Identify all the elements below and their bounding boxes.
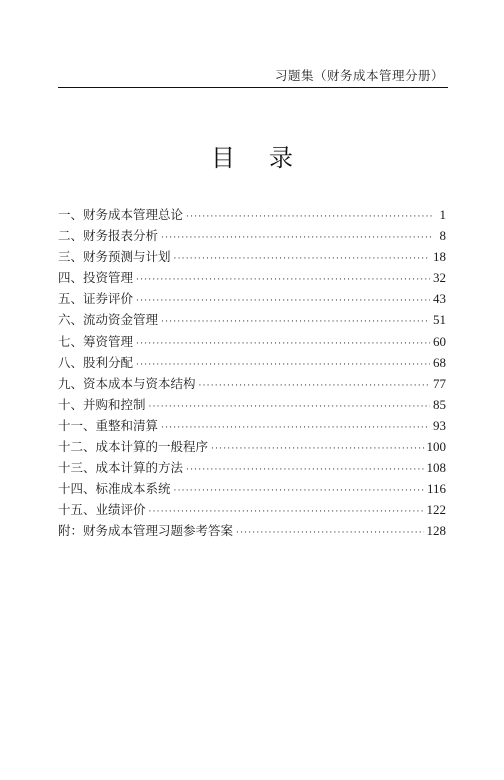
toc-entry-page-number: 116 xyxy=(426,481,446,497)
toc-dot-leader xyxy=(236,523,423,544)
toc-title: 目录 xyxy=(211,144,327,172)
toc-entry-label: 十五、业绩评价 xyxy=(58,502,146,518)
toc-entry-page-number: 1 xyxy=(439,207,446,222)
toc-entry-page-number: 68 xyxy=(433,354,446,370)
toc-entry[interactable] xyxy=(58,478,446,499)
toc-entry-page-number: 108 xyxy=(426,460,446,476)
toc-entry[interactable] xyxy=(58,309,446,330)
toc-entry-page-number: 18 xyxy=(433,249,446,265)
toc-list xyxy=(58,204,446,542)
toc-entry-page-number: 32 xyxy=(433,270,446,286)
toc-entry-page-number: 100 xyxy=(426,439,446,455)
toc-entry-label: 七、筹资管理 xyxy=(58,333,134,349)
toc-dot-leader xyxy=(161,312,430,333)
toc-entry-label: 十二、成本计算的一般程序 xyxy=(58,439,209,455)
toc-dot-leader xyxy=(174,249,430,270)
toc-entry[interactable] xyxy=(58,394,446,415)
toc-entry-label: 九、资本成本与资本结构 xyxy=(58,375,196,391)
toc-entry[interactable] xyxy=(58,204,446,225)
toc-dot-leader xyxy=(161,228,433,249)
toc-entry-label: 十、并购和控制 xyxy=(58,396,146,412)
toc-entry-page-number: 8 xyxy=(439,228,446,244)
toc-entry[interactable] xyxy=(58,520,446,541)
toc-entry-page-number: 122 xyxy=(426,502,446,518)
toc-entry[interactable] xyxy=(58,246,446,267)
toc-entry-label: 四、投资管理 xyxy=(58,270,134,286)
header-rule xyxy=(58,87,448,88)
toc-dot-leader xyxy=(136,291,430,312)
toc-entry-label: 六、流动资金管理 xyxy=(58,312,159,328)
toc-entry-page-number: 43 xyxy=(433,291,446,307)
toc-entry[interactable] xyxy=(58,457,446,478)
toc-entry-label: 十四、标准成本系统 xyxy=(58,481,171,497)
toc-dot-leader xyxy=(186,207,433,228)
toc-dot-leader xyxy=(149,397,430,418)
toc-dot-leader xyxy=(199,376,430,397)
toc-entry-page-number: 77 xyxy=(433,375,446,391)
toc-entry-label: 三、财务预测与计划 xyxy=(58,249,171,265)
toc-entry-label: 十三、成本计算的方法 xyxy=(58,460,184,476)
toc-entry[interactable] xyxy=(58,373,446,394)
toc-entry[interactable] xyxy=(58,288,446,309)
toc-entry-page-number: 51 xyxy=(433,312,446,328)
running-header: 习题集（财务成本管理分册） xyxy=(274,68,444,83)
toc-dot-leader xyxy=(136,270,430,291)
toc-entry[interactable] xyxy=(58,267,446,288)
toc-dot-leader xyxy=(211,439,423,460)
toc-entry-page-number: 60 xyxy=(433,333,446,349)
toc-entry-label: 一、财务成本管理总论 xyxy=(58,207,184,222)
toc-dot-leader xyxy=(174,481,424,502)
toc-entry[interactable] xyxy=(58,225,446,246)
toc-entry-label: 八、股利分配 xyxy=(58,354,134,370)
toc-entry-label: 五、证券评价 xyxy=(58,291,134,307)
toc-entry[interactable] xyxy=(58,499,446,520)
toc-entry[interactable] xyxy=(58,436,446,457)
toc-entry[interactable] xyxy=(58,352,446,373)
toc-entry-page-number: 85 xyxy=(433,396,446,412)
toc-entry-label: 二、财务报表分析 xyxy=(58,228,159,244)
toc-dot-leader xyxy=(136,334,430,355)
toc-entry[interactable] xyxy=(58,415,446,436)
toc-entry[interactable] xyxy=(58,331,446,352)
toc-entry-label: 附：财务成本管理习题参考答案 xyxy=(58,523,234,539)
toc-entry-label: 十一、重整和清算 xyxy=(58,417,159,433)
toc-dot-leader xyxy=(186,460,423,481)
toc-entry-page-number: 128 xyxy=(426,523,446,539)
toc-entry-page-number: 93 xyxy=(433,417,446,433)
